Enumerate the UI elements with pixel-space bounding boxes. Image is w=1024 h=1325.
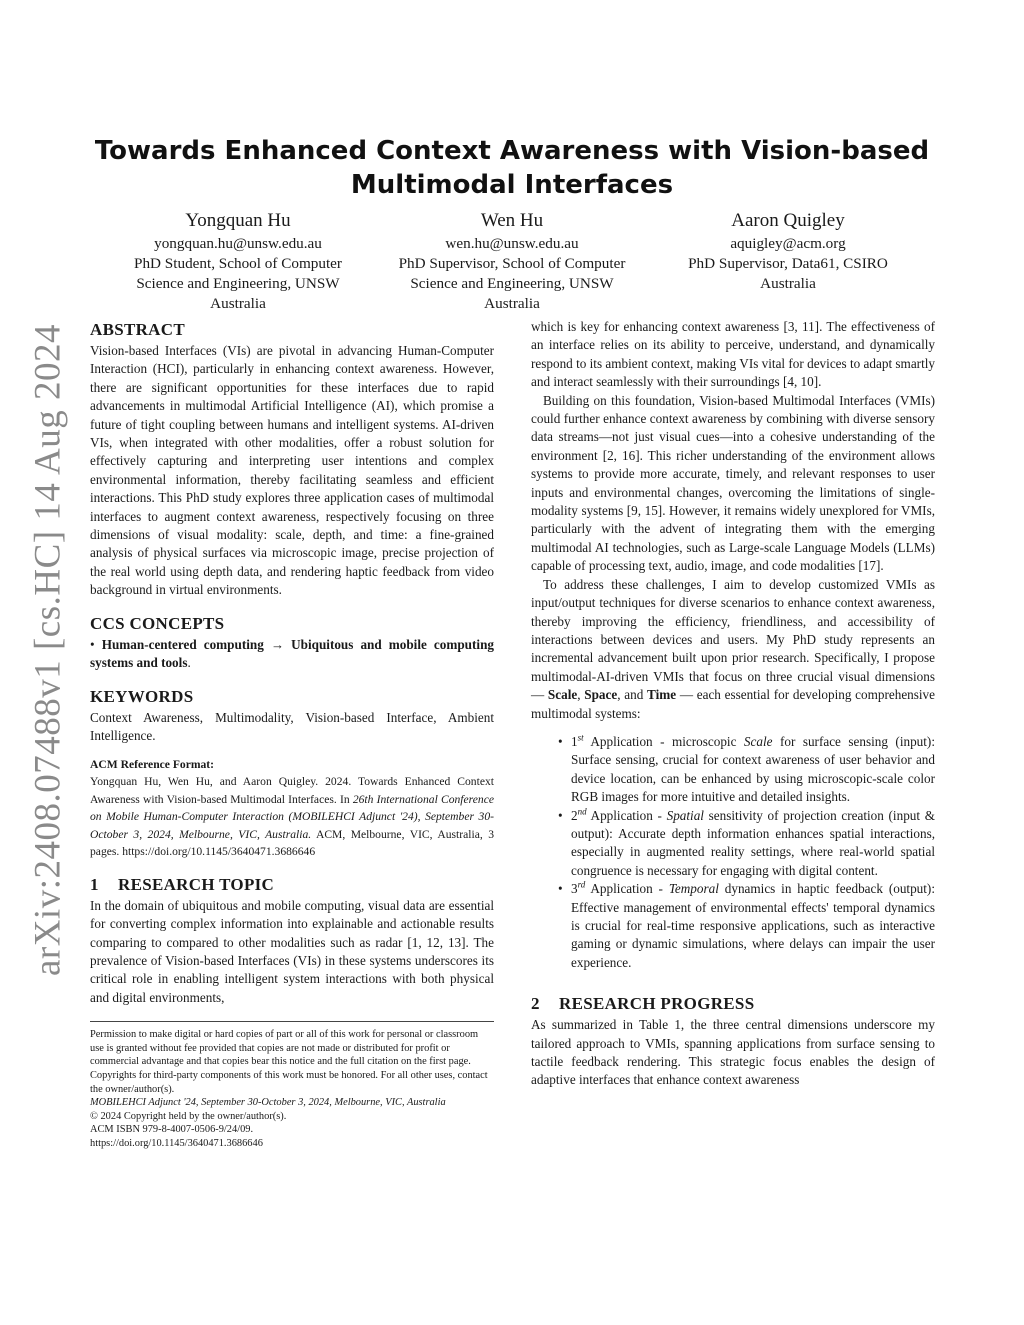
author-name: Aaron Quigley: [731, 210, 845, 231]
author-email: aquigley@acm.org: [730, 235, 846, 252]
author-name: Yongquan Hu: [185, 210, 291, 231]
ccs-suffix: .: [187, 655, 191, 671]
author-email: yongquan.hu@unsw.edu.au: [154, 235, 322, 252]
ccs-heading: CCS CONCEPTS: [90, 613, 225, 633]
acm-reference-venue: 26th International Conference on Mobile Human-Computer Interaction (MOBILEHCI Adjunct '24), September 30-October 3, 2024, Melbourne, VIC, Australia.: [90, 792, 494, 841]
keywords-text: Context Awareness, Multimodality, Vision-based Interface, Ambient Intelligence.: [90, 709, 494, 743]
paper-title: Towards Enhanced Context Awareness with Vision-based Multimodal Interfaces: [94, 136, 930, 200]
author-affiliation: Science and Engineering, UNSW: [410, 275, 614, 292]
author-affiliation: PhD Supervisor, Data61, CSIRO: [688, 255, 888, 272]
acm-reference-authors: Yongquan Hu, Wen Hu, and Aaron Quigley. 2024. Towards Enhanced Context Awareness with Vision-based Multimodal Interfaces. In: [90, 775, 494, 806]
keywords-heading: KEYWORDS: [90, 686, 194, 706]
permission-text: Permission to make digital or hard copies of part or all of this work for personal or classroom use is granted without fee provided that copies are not made or distributed for profit or commercial advantage and that copies bear this notice and the full citation on the first page. Copyrights for third-party components of this work must be honored. For all other uses, contact the owner/author(s).: [90, 1029, 488, 1095]
author-block: [648, 208, 928, 294]
abstract-heading: ABSTRACT: [90, 320, 185, 339]
section-1-paragraph-continued: which is key for enhancing context awareness [3, 11]. The effectiveness of an interface relies on its ability to perceive, understand, and dynamically respond to its ambient context, making VIs vital for devices to adapt smartly and interact seamlessly with their surroundings [4, 10].: [531, 319, 935, 390]
section-number: 2: [531, 994, 540, 1014]
doi-link[interactable]: https://doi.org/10.1145/3640471.3686646: [90, 1138, 263, 1149]
conference-line: MOBILEHCI Adjunct '24, September 30-October 3, 2024, Melbourne, VIC, Australia: [90, 1097, 446, 1109]
section-1-heading: [90, 873, 494, 897]
acm-reference-tail: ACM, Melbourne, VIC, Australia, 3 pages. https://doi.org/10.1145/3640471.3686646: [90, 827, 494, 859]
author-name: Wen Hu: [480, 210, 544, 231]
section-number: 1: [90, 874, 99, 894]
section-2-paragraph: As summarized in Table 1, the three central dimensions underscore my tailored approach to VMIs, spanning applications from surface sensing to tactile feedback rendering. This strategic focus enables the design of adaptive interfaces that enhance context awareness: [531, 1017, 935, 1088]
section-1-paragraph: In the domain of ubiquitous and mobile computing, visual data are essential for converting complex information into explainable and actionable results comparing to compared to other modalities such as radar [1, 12, 13]. The prevalence of Vision-based Interfaces (VIs) in these systems underscores its critical role in enabling intelligent system interactions with both physical and digital environments,: [90, 897, 494, 1005]
section-1-paragraph-3: To address these challenges, I aim to develop customized VMIs as input/output techniques for diverse scenarios to enhance context awareness, thereby improving the efficiency, friendliness, and accessibility of interactions between devices and users. My PhD study represents an incremental advancement built upon prior research. Specifically, I propose multimodal-AI-driven VMIs that focus on three crucial visual dimensions — Scale, Space, and Time — each essential for developing comprehensive multimodal systems:: [531, 576, 936, 721]
arxiv-side-stamp: arXiv:2408.07488v1 [cs.HC] 14 Aug 2024: [27, 323, 69, 977]
author-affiliation: Science and Engineering, UNSW: [136, 275, 340, 292]
list-item: • 3rd Application - Temporal dynamics in haptic feedback (output): Effective management of environmental effects' temporal dynamics is crucial for real-time responsive applications, such as interactive gaming or dynamic simulations, where delays can impair the user experience.: [558, 879, 935, 970]
author-affiliation: PhD Supervisor, School of Computer: [398, 255, 626, 272]
keyword-space: Space: [584, 687, 618, 703]
keyword-scale: Scale: [547, 687, 578, 703]
footnote-divider: [90, 1021, 494, 1022]
ccs-bullet: •: [90, 636, 95, 652]
list-item: • 2nd Application - Spatial sensitivity of projection creation (input & output): Accurate depth information enhances spatial interactions, especially in augmented reality settings, where real-world spatial congruence is necessary for engaging with digital content.: [558, 806, 935, 878]
section-title: RESEARCH TOPIC: [118, 874, 275, 894]
acm-reference-text: [90, 773, 494, 861]
bullet-icon: •: [558, 881, 563, 897]
ccs-concepts: [90, 636, 494, 673]
list-item: • 1st Application - microscopic Scale for surface sensing (input): Surface sensing, crucial for context awareness of user behavior and device location, can be enhanced by using microscopic-scale color RGB images for more intuitive and detailed insights.: [558, 732, 935, 805]
author-block: [374, 208, 650, 314]
keyword-time: Time: [647, 687, 677, 703]
left-column: [90, 318, 494, 1151]
author-email: wen.hu@unsw.edu.au: [445, 235, 579, 252]
bullet-icon: •: [558, 733, 563, 749]
permission-footnote: [90, 1028, 494, 1150]
bullet-icon: •: [558, 807, 563, 823]
author-country: Australia: [484, 295, 540, 312]
author-block: [100, 208, 376, 314]
section-title: RESEARCH PROGRESS: [559, 994, 755, 1014]
isbn-line: ACM ISBN 979-8-4007-0506-9/24/09.: [90, 1124, 254, 1136]
section-1-paragraph-2: Building on this foundation, Vision-based Multimodal Interfaces (VMIs) could further enhance context awareness by combining with diverse sensory data streams—not just visual cues—into a cohesive understanding of the environment [2, 16]. This richer understanding of the environment allows systems to provide more accurate, timely, and relevant responses to user inputs and environmental changes, overcoming the limitations of single-modality systems [9, 15]. However, it remains widely unexplored for VMIs, particularly with the advent of integrating them with the emerging multimodal AI technologies, such as Large-scale Language Models (LLMs) capable of processing text, audio, image, and code modalities [17].: [531, 392, 935, 574]
application-list: [531, 733, 935, 972]
section-2-heading: [531, 992, 935, 1016]
abstract-text: Vision-based Interfaces (VIs) are pivotal in advancing Human-Computer Interaction (HCI), particularly in enhancing context awareness. However, there are significant opportunities for these interfaces due to rapid advancements in multimodal Artificial Intelligence (AI), which promise a future of tight coupling between humans and intelligent systems. AI-driven VIs, when integrated with other modalities, offer a robust solution for effectively capturing and interpreting user intentions and complex environmental information, thereby facilitating seamless and efficient interactions. This PhD study explores three application cases of multimodal interfaces to augment context awareness, respectively focusing on three dimensions of visual modality: scale, depth, and time: a fine-grained analysis of physical surfaces via microscopic image, precise projection of the real world using depth data, and rendering haptic feedback from video background in virtual environments.: [90, 343, 494, 598]
copyright-line: © 2024 Copyright held by the owner/author(s).: [90, 1110, 287, 1122]
ccs-item: Human-centered computing → Ubiquitous and mobile computing systems and tools: [90, 636, 494, 671]
author-country: Australia: [210, 295, 266, 312]
author-affiliation: PhD Student, School of Computer: [134, 255, 342, 272]
author-country: Australia: [760, 275, 816, 292]
acm-reference-heading: ACM Reference Format:: [90, 758, 215, 772]
right-column: [531, 318, 935, 1090]
